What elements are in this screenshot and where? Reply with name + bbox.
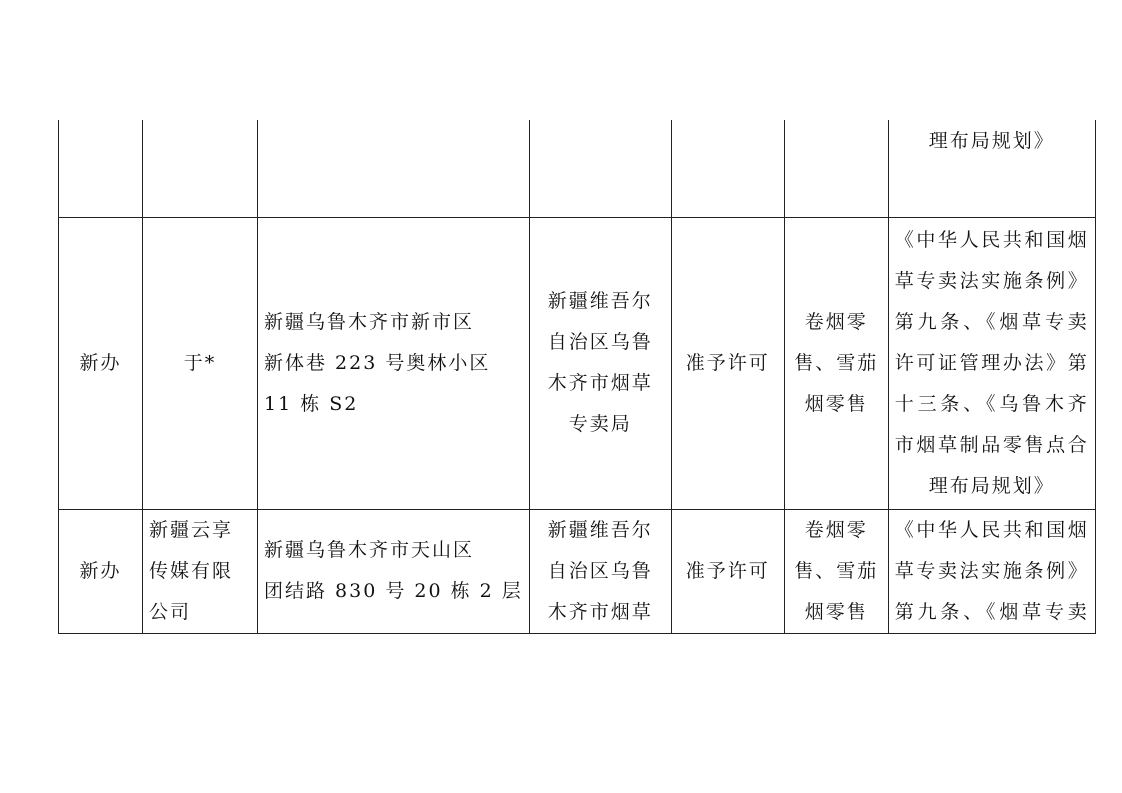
license-table <box>58 120 1096 634</box>
type-cell: 新办 <box>59 217 143 509</box>
address-cell <box>258 120 530 217</box>
authority-line: 新疆维吾尔 <box>547 290 653 312</box>
authority-line: 木齐市烟草 <box>547 600 653 623</box>
basis-cell <box>888 120 1095 217</box>
name-cell <box>143 509 258 633</box>
address-line: 11 栋 S2 <box>264 392 359 415</box>
basis-line: 十三条、《乌鲁木齐 <box>894 392 1089 415</box>
authority-line: 自治区乌鲁 <box>547 331 653 353</box>
name-line: 传媒有限 <box>149 559 234 582</box>
scope-cell <box>784 509 888 633</box>
scope-line: 售、雪茄 <box>794 351 879 374</box>
table-row <box>59 509 1096 633</box>
decision-cell: 准予许可 <box>671 509 784 633</box>
basis-line: 理布局规划》 <box>928 130 1055 152</box>
scope-line: 售、雪茄 <box>794 559 879 582</box>
authority-line: 专卖局 <box>568 413 632 435</box>
name-line: 新疆云享 <box>149 518 234 541</box>
authority-cell <box>529 120 671 217</box>
authority-cell <box>529 509 671 633</box>
basis-line: 第九条、《烟草专卖 <box>894 310 1089 333</box>
basis-line: 第九条、《烟草专卖 <box>894 600 1089 623</box>
type-cell <box>59 120 143 217</box>
table-row <box>59 217 1096 509</box>
basis-line: 许可证管理办法》第 <box>894 351 1089 374</box>
scope-cell <box>784 217 888 509</box>
address-line: 新疆乌鲁木齐市天山区 <box>264 539 475 561</box>
authority-line: 自治区乌鲁 <box>547 559 653 582</box>
name-line: 公司 <box>149 600 192 623</box>
basis-line: 理布局规划》 <box>928 474 1055 497</box>
scope-line: 烟零售 <box>804 392 868 415</box>
scope-line: 卷烟零 <box>804 518 868 541</box>
basis-line: 《中华人民共和国烟 <box>894 228 1089 251</box>
name-cell <box>143 120 258 217</box>
scope-line: 烟零售 <box>804 600 868 623</box>
basis-line: 市烟草制品零售点合 <box>894 433 1089 456</box>
basis-line: 草专卖法实施条例》 <box>894 559 1089 582</box>
address-line: 新体巷 223 号奥林小区 <box>264 351 491 374</box>
address-cell <box>258 217 530 509</box>
authority-line: 木齐市烟草 <box>547 372 653 394</box>
name-cell: 于* <box>143 217 258 509</box>
authority-cell <box>529 217 671 509</box>
decision-cell: 准予许可 <box>671 217 784 509</box>
authority-line: 新疆维吾尔 <box>547 518 653 541</box>
table-row <box>59 120 1096 217</box>
decision-cell <box>671 120 784 217</box>
address-line: 新疆乌鲁木齐市新市区 <box>264 310 475 333</box>
basis-cell <box>888 217 1095 509</box>
basis-cell <box>888 509 1095 633</box>
scope-cell <box>784 120 888 217</box>
type-cell: 新办 <box>59 509 143 633</box>
scope-line: 卷烟零 <box>804 310 868 333</box>
address-line: 团结路 830 号 20 栋 2 层 <box>264 580 523 602</box>
basis-line: 《中华人民共和国烟 <box>894 518 1089 541</box>
address-cell <box>258 509 530 633</box>
basis-line: 草专卖法实施条例》 <box>894 269 1089 292</box>
